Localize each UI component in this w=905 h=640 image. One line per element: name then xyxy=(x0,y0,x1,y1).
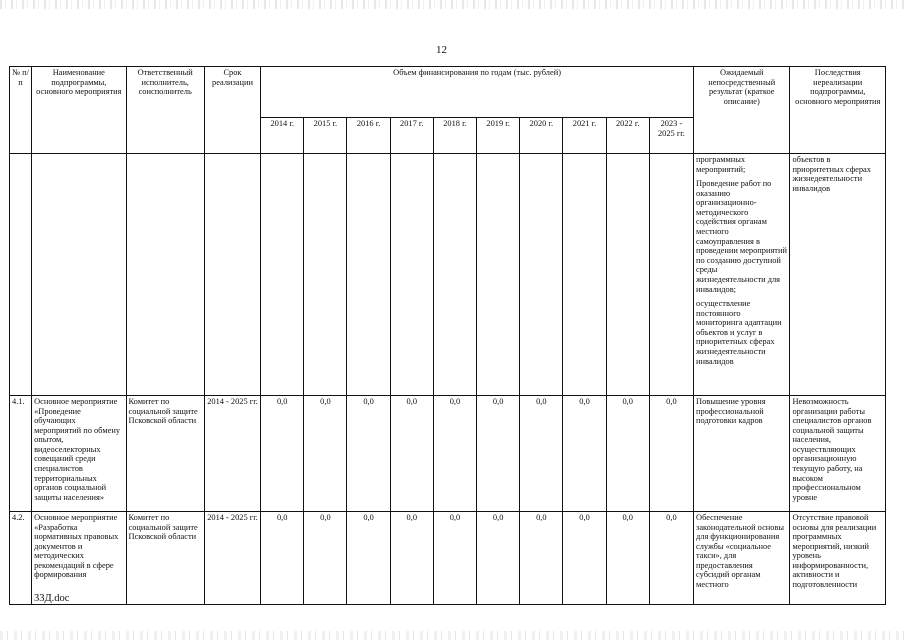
row-value: 0,0 xyxy=(433,512,476,605)
row-value: 0,0 xyxy=(390,512,433,605)
row-value: 0,0 xyxy=(304,512,347,605)
row-value: 0,0 xyxy=(649,396,693,512)
row-executor: Комитет по социальной защите Псковской области xyxy=(126,512,204,605)
continuation-consequence: объектов в приоритетных сферах жизнедеятельности инвалидов xyxy=(790,154,886,396)
row-consequence: Невозможность организации работы специалистов органов социальной защиты населения, осуществляющих организационную текущую работу, на высоком профессиональном уровне xyxy=(790,396,886,512)
header-result: Ожидаемый непосредственный результат (краткое описание) xyxy=(694,67,790,154)
row-value: 0,0 xyxy=(347,396,390,512)
header-consequence: Последствия нереализации подпрограммы, основного мероприятия xyxy=(790,67,886,154)
document-filename: 33Д.doc xyxy=(34,593,70,604)
row-value: 0,0 xyxy=(304,396,347,512)
row-term: 2014 - 2025 гг. xyxy=(204,396,260,512)
header-year: 2019 г. xyxy=(477,118,520,154)
row-value: 0,0 xyxy=(563,512,606,605)
row-value: 0,0 xyxy=(520,396,563,512)
scan-edge-top xyxy=(0,0,905,9)
row-result: Повышение уровня профессиональной подготовки кадров xyxy=(694,396,790,512)
header-year: 2015 г. xyxy=(304,118,347,154)
program-table xyxy=(9,66,886,605)
row-num: 4.2. xyxy=(10,512,32,605)
header-year: 2014 г. xyxy=(261,118,304,154)
continuation-result xyxy=(694,154,790,396)
row-value: 0,0 xyxy=(606,396,649,512)
continuation-result-part: программных мероприятий; xyxy=(696,155,746,174)
page-number: 12 xyxy=(436,44,447,56)
row-term: 2014 - 2025 гг. xyxy=(204,512,260,605)
header-year: 2023 - 2025 гг. xyxy=(649,118,693,154)
header-year: 2018 г. xyxy=(433,118,476,154)
header-term: Срок реализации xyxy=(204,67,260,154)
row-executor: Комитет по социальной защите Псковской области xyxy=(126,396,204,512)
header-num: № п/п xyxy=(10,67,32,154)
row-name: Основное мероприятие «Проведение обучающих мероприятий по обмену опытом, видеоселекторных совещаний среди специалистов территориальных органов социальной защиты населения» xyxy=(32,396,126,512)
header-year: 2016 г. xyxy=(347,118,390,154)
table-row xyxy=(10,512,886,605)
row-value: 0,0 xyxy=(606,512,649,605)
header-year: 2022 г. xyxy=(606,118,649,154)
row-num: 4.1. xyxy=(10,396,32,512)
row-value: 0,0 xyxy=(261,512,304,605)
header-financing: Объем финансирования по годам (тыс. рублей) xyxy=(261,67,694,118)
header-year: 2020 г. xyxy=(520,118,563,154)
table-row xyxy=(10,396,886,512)
continuation-result-part: Проведение работ по оказанию организационно-методического содействия органам местного самоуправления в проведении мероприятий по созданию доступной среды жизнедеятельности для инвалидов; xyxy=(696,179,787,294)
row-value: 0,0 xyxy=(390,396,433,512)
row-value: 0,0 xyxy=(563,396,606,512)
row-value: 0,0 xyxy=(520,512,563,605)
row-value: 0,0 xyxy=(477,396,520,512)
row-value: 0,0 xyxy=(433,396,476,512)
header-name: Наименование подпрограммы, основного мероприятия xyxy=(32,67,126,154)
header-executor: Ответственный исполнитель, соисполнитель xyxy=(126,67,204,154)
header-year: 2021 г. xyxy=(563,118,606,154)
row-value: 0,0 xyxy=(477,512,520,605)
header-year: 2017 г. xyxy=(390,118,433,154)
row-value: 0,0 xyxy=(347,512,390,605)
row-value: 0,0 xyxy=(649,512,693,605)
row-consequence: Отсутствие правовой основы для реализации программных мероприятий, низкий уровень информированности, активности и подготовленности xyxy=(790,512,886,605)
row-name: Основное мероприятие «Разработка нормативных правовых документов и методических рекомендаций в сфере формирования xyxy=(32,512,126,605)
scan-edge-bottom xyxy=(0,631,905,640)
row-value: 0,0 xyxy=(261,396,304,512)
table-row-continuation xyxy=(10,154,886,396)
continuation-result-part: осуществление постоянного мониторинга адаптации объектов и услуг в приоритетных сферах жизнедеятельности инвалидов xyxy=(696,299,782,366)
row-result: Обеспечение законодательной основы для функционирования службы «социальное такси», для предоставления субсидий органам местного xyxy=(694,512,790,605)
